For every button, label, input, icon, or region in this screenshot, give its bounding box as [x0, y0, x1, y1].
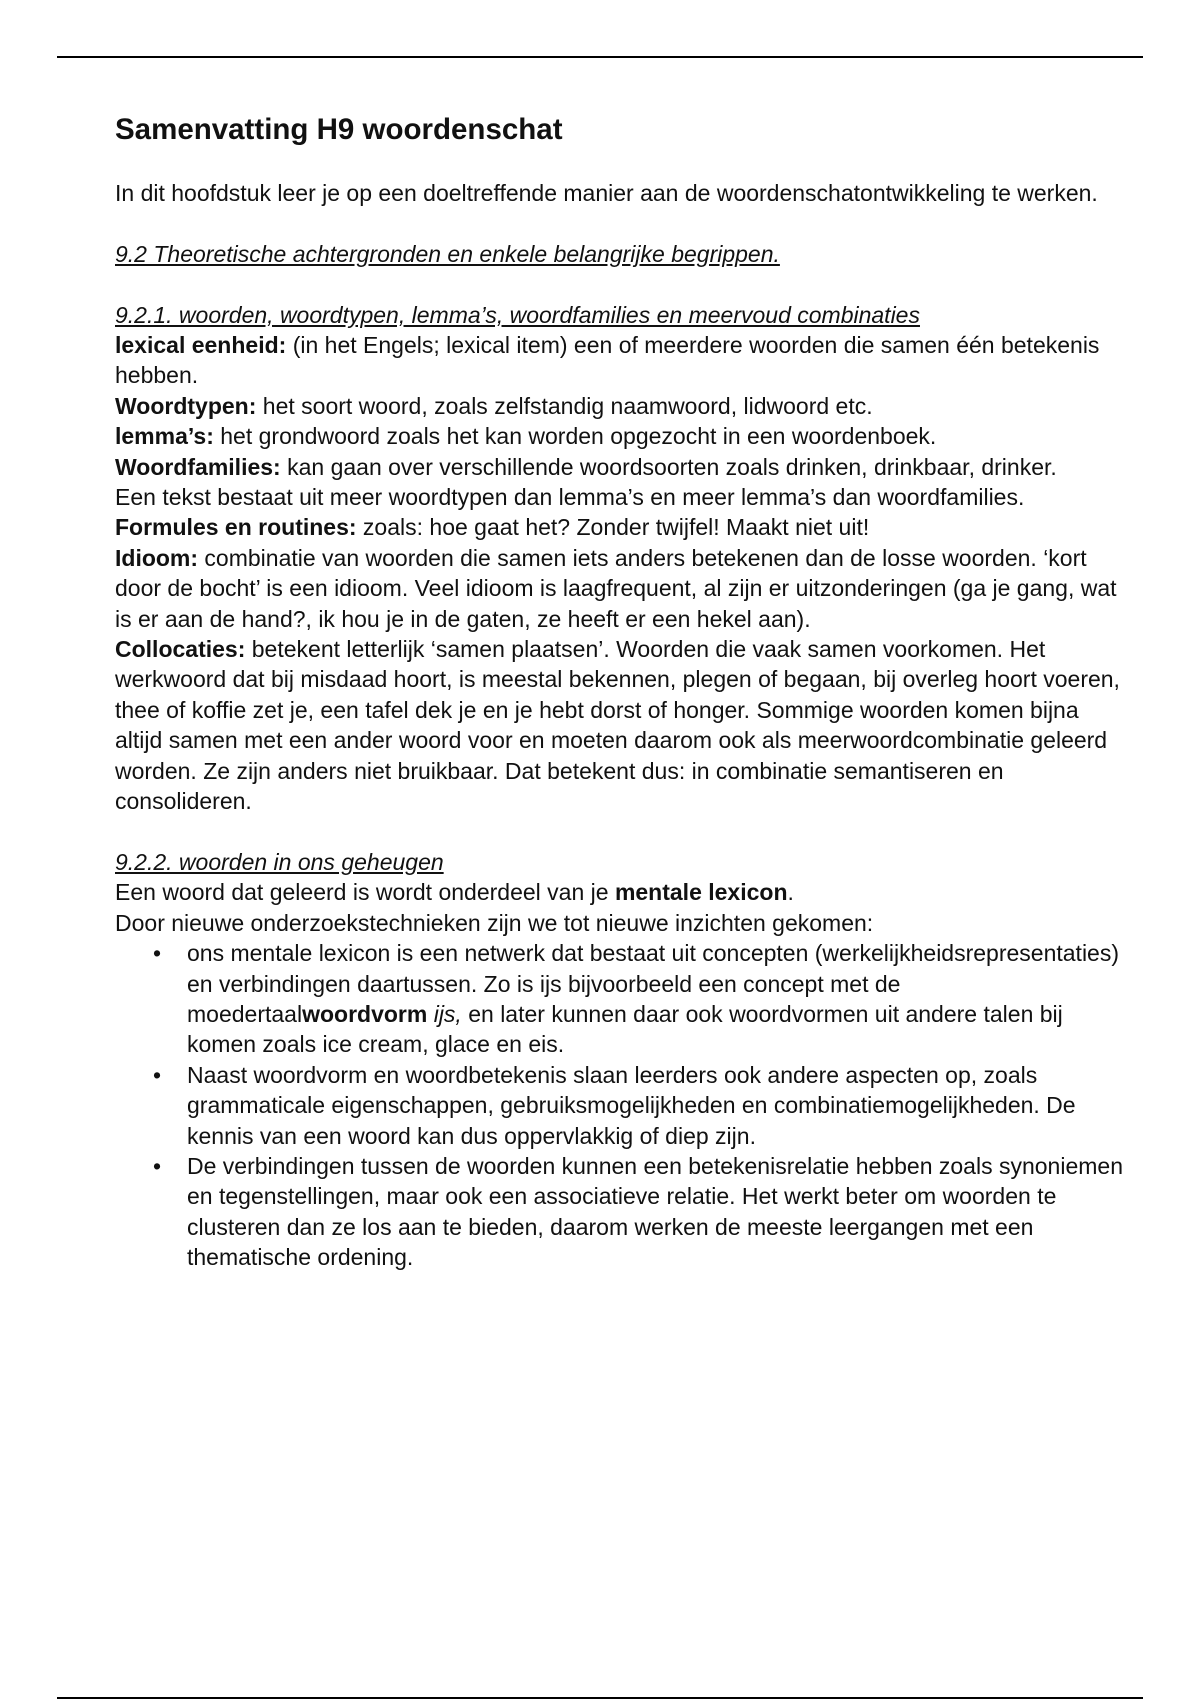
- page-title: Samenvatting H9 woordenschat: [115, 113, 563, 146]
- term: lexical eenheid:: [115, 332, 287, 358]
- definition-text: (in het Engels; lexical item) een of meerdere woorden die samen één betekenis hebben.: [115, 332, 1100, 389]
- ijs-term: ijs,: [433, 1000, 462, 1027]
- definition-formules: [115, 512, 1125, 542]
- mentale-lexicon-paragraph: Een woord dat geleerd is wordt onderdeel van je mentale lexicon.: [115, 879, 794, 906]
- term: Woordfamilies:: [115, 453, 281, 480]
- definition-text: combinatie van woorden die samen iets anders betekenen dan de losse woorden. ‘kort door de bocht’ is een idioom. Veel idioom is laagfrequent, al zijn er uitzonderingen (ga je gang, wat is er aan de hand?, ik hou je in de gaten, ze heeft er een hekel aan).: [115, 544, 1117, 632]
- mentale-lexicon-term: mentale lexicon: [614, 879, 788, 906]
- section-heading-9-2: 9.2 Theoretische achtergronden en enkele belangrijke begrippen.: [115, 240, 780, 267]
- term: Collocaties:: [115, 636, 246, 663]
- list-item: • ons mentale lexicon is een netwerk dat bestaat uit concepten (werkelijkheidsrepresentaties) en verbindingen daartussen. Zo is ijs bijvoorbeeld een concept met de moedertaalwoordvorm ijs, en later kunnen daar ook woordvormen uit andere talen bij komen zoals ice cream, glace en eis.: [187, 938, 1125, 1060]
- section-heading-9-2-2: 9.2.2. woorden in ons geheugen: [115, 848, 444, 875]
- term: Formules en routines:: [115, 514, 357, 541]
- term: lemma’s:: [115, 423, 214, 450]
- definition-text: het soort woord, zoals zelfstandig naamwoord, lidwoord etc.: [256, 392, 873, 419]
- definition-text: betekent letterlijk ‘samen plaatsen’. Woorden die vaak samen voorkomen. Het werkwoord dat bij misdaad hoort, is meestal bekennen, plegen of begaan, bij overleg hoort voeren, thee of koffie zet je, een tafel dek je en je hebt dorst of honger. Sommige woorden komen bijna altijd samen met een ander woord voor en moeten daarom ook als meerwoordcombinatie geleerd worden. Ze zijn anders niet bruikbaar. Dat betekent dus: in combinatie semantiseren en consolideren.: [115, 636, 1120, 815]
- definition-woordfamilies: [115, 452, 1125, 482]
- definition-lemmas: [115, 421, 1125, 451]
- woordvorm-term: woordvorm: [302, 1000, 428, 1027]
- note-paragraph: Een tekst bestaat uit meer woordtypen dan lemma’s en meer lemma’s dan woordfamilies.: [115, 484, 1025, 511]
- definition-text: het grondwoord zoals het kan worden opgezocht in een woordenboek.: [213, 423, 937, 450]
- term: Idioom:: [115, 544, 199, 571]
- top-rule: [57, 56, 1143, 58]
- document-body: [115, 110, 1125, 1273]
- bottom-rule: [57, 1697, 1143, 1699]
- list-item: • De verbindingen tussen de woorden kunnen een betekenisrelatie hebben zoals synoniemen en tegenstellingen, maar ook een associatieve relatie. Het werkt beter om woorden te clusteren dan ze los aan te bieden, daarom werken de meeste leergangen met een thematische ordening.: [187, 1151, 1125, 1273]
- definition-woordtypen: [115, 391, 1125, 421]
- term: Woordtypen:: [115, 392, 257, 419]
- insights-list: [115, 938, 1125, 1272]
- intro-paragraph: In dit hoofdstuk leer je op een doeltreffende manier aan de woordenschatontwikkeling te werken.: [115, 180, 1098, 206]
- definition-idioom: [115, 543, 1125, 634]
- inzichten-paragraph: Door nieuwe onderzoekstechnieken zijn we tot nieuwe inzichten gekomen:: [115, 909, 874, 936]
- list-item: • Naast woordvorm en woordbetekenis slaan leerders ook andere aspecten op, zoals grammaticale eigenschappen, gebruiksmogelijkheden en combinatiemogelijkheden. De kennis van een woord kan dus oppervlakkig of diep zijn.: [187, 1060, 1125, 1151]
- definition-text: kan gaan over verschillende woordsoorten zoals drinken, drinkbaar, drinker.: [280, 453, 1057, 480]
- definition-lexical-eenheid: [115, 330, 1125, 391]
- section-heading-9-2-1: 9.2.1. woorden, woordtypen, lemma’s, woordfamilies en meervoud combinaties: [115, 301, 920, 328]
- definition-collocaties: [115, 634, 1125, 816]
- definition-text: zoals: hoe gaat het? Zonder twijfel! Maakt niet uit!: [356, 514, 870, 541]
